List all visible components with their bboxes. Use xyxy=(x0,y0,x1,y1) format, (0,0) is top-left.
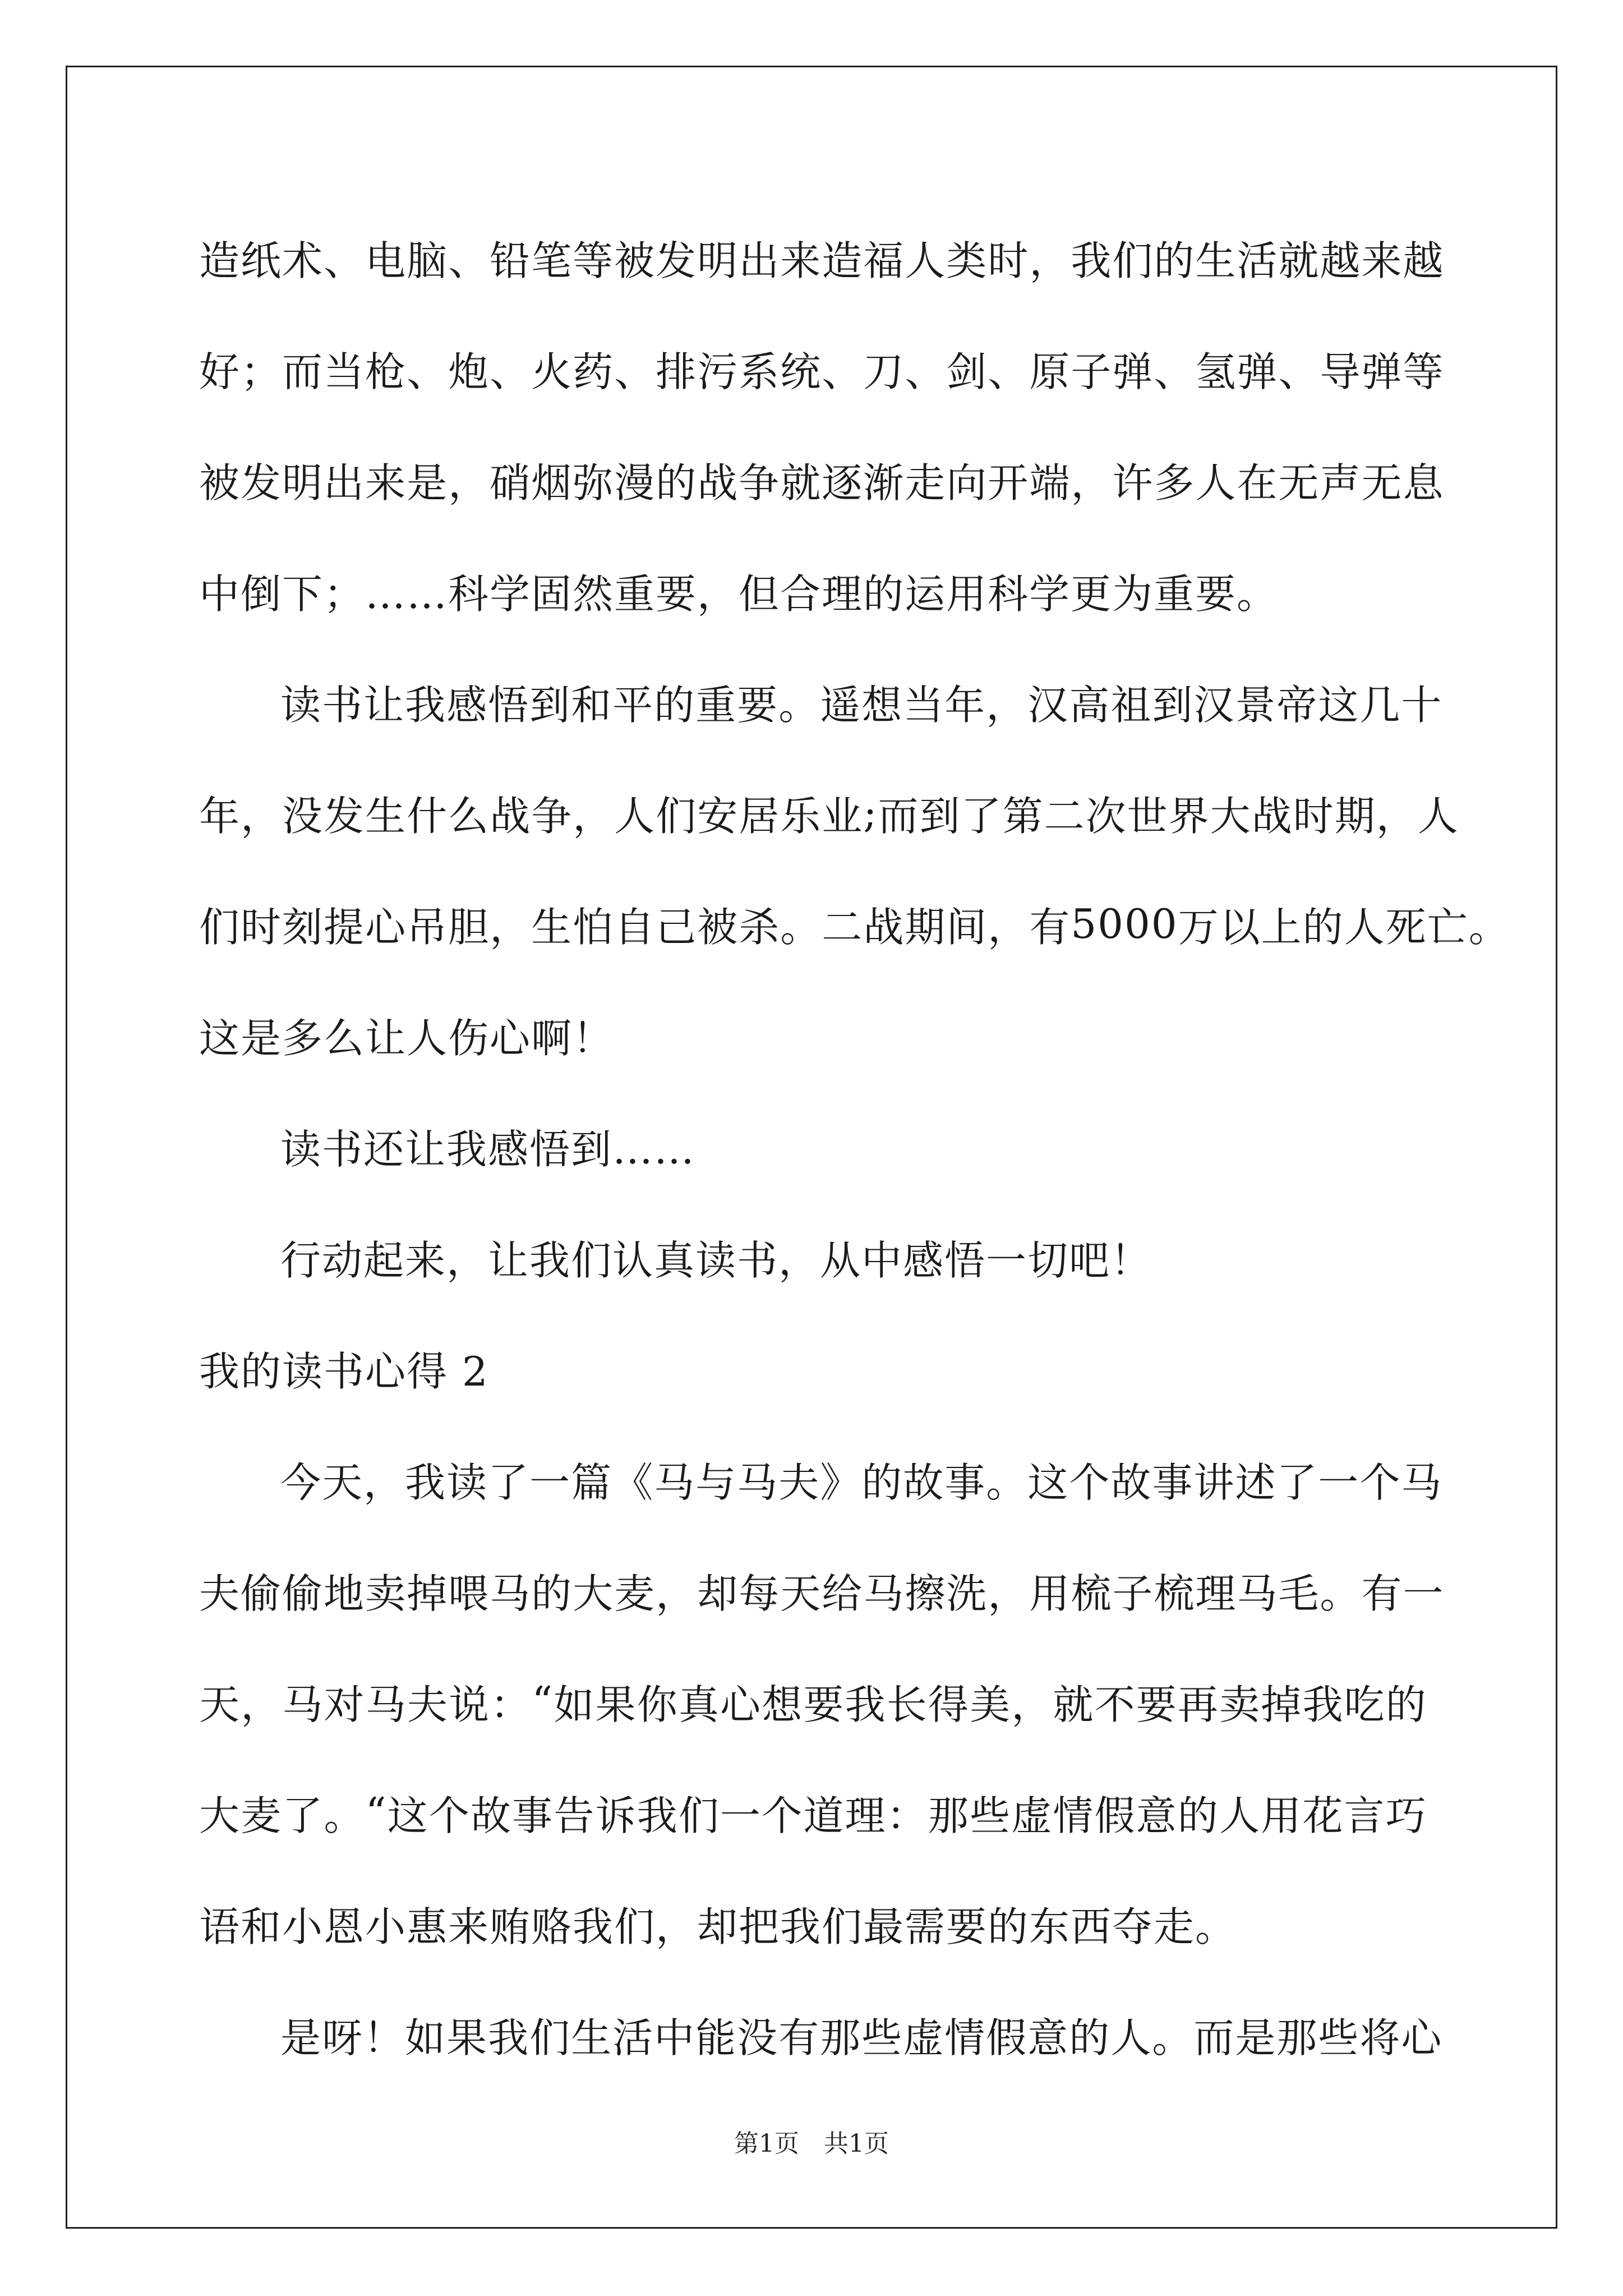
text-line: 好 ； 而 当 枪 、 炮 、 火 药 、 排 污 系 统 、 刀 、 剑 、 原 子 弹 、 氢 弹 、 导 弹 等 xyxy=(199,348,1445,395)
text-line: 们 时 刻 提 心 吊 胆 ， 生 怕 自 己 被 杀 。 二 战 期 间 ， 有 5 0 0 0 万 以 上 的 人 死 亡 。 xyxy=(199,900,1510,951)
text-line: 被 发 明 出 来 是 ， 硝 烟 弥 漫 的 战 争 就 逐 渐 走 向 开 端 ， 许 多 人 在 无 声 无 息 xyxy=(199,459,1445,507)
text-line: 语和小恩小惠来贿赂我们，却把我们最需要的东西夺走。 xyxy=(199,1903,1237,1950)
paragraph-start-line: 读书还让我感悟到…… xyxy=(280,1126,696,1173)
paragraph-start-line: 行动起来，让我们认真读书，从中感悟一切吧！ xyxy=(280,1237,1152,1284)
document-body xyxy=(199,202,1510,2090)
paragraph-start-line: 今 天 ， 我 读 了 一 篇 《 马 与 马 夫 》 的 故 事 。 这 个 故 事 讲 述 了 一 个 马 xyxy=(280,1459,1443,1506)
text-line: 大 麦 了 。 “ 这 个 故 事 告 诉 我 们 一 个 道 理 ： 那 些 虚 情 假 意 的 人 用 花 言 巧 xyxy=(199,1789,1427,1839)
paragraph-start-line: 读 书 让 我 感 悟 到 和 平 的 重 要 。 遥 想 当 年 ， 汉 高 祖 到 汉 景 帝 这 几 十 xyxy=(280,682,1443,729)
text-line: 造 纸 术 、 电 脑 、 铅 笔 等 被 发 明 出 来 造 福 人 类 时 ， 我 们 的 生 活 就 越 来 越 xyxy=(199,237,1445,284)
text-line: 年 ， 没 发 生 什 么 战 争 ， 人 们 安 居 乐 业 ; 而 到 了 第 二 次 世 界 大 战 时 期 ， 人 xyxy=(199,789,1459,840)
text-line: 这是多么让人伤心啊！ xyxy=(199,1015,615,1062)
text-line: 中倒下；……科学固然重要，但合理的运用科学更为重要。 xyxy=(199,570,1279,618)
page-footer: 第1页 共1页 xyxy=(734,2129,889,2158)
text-line: 天 ， 马 对 马 夫 说 ： “ 如 果 你 真 心 想 要 我 长 得 美 ， 就 不 要 再 卖 掉 我 吃 的 xyxy=(199,1678,1427,1728)
section-heading: 我的读书心得 2 xyxy=(199,1348,489,1395)
text-line: 夫 偷 偷 地 卖 掉 喂 马 的 大 麦 ， 却 每 天 给 马 擦 洗 ， 用 梳 子 梳 理 马 毛 。 有 一 xyxy=(199,1570,1445,1617)
paragraph-start-line: 是 呀 ！ 如 果 我 们 生 活 中 能 没 有 那 些 虚 情 假 意 的 人 。 而 是 那 些 将 心 xyxy=(280,2014,1443,2062)
